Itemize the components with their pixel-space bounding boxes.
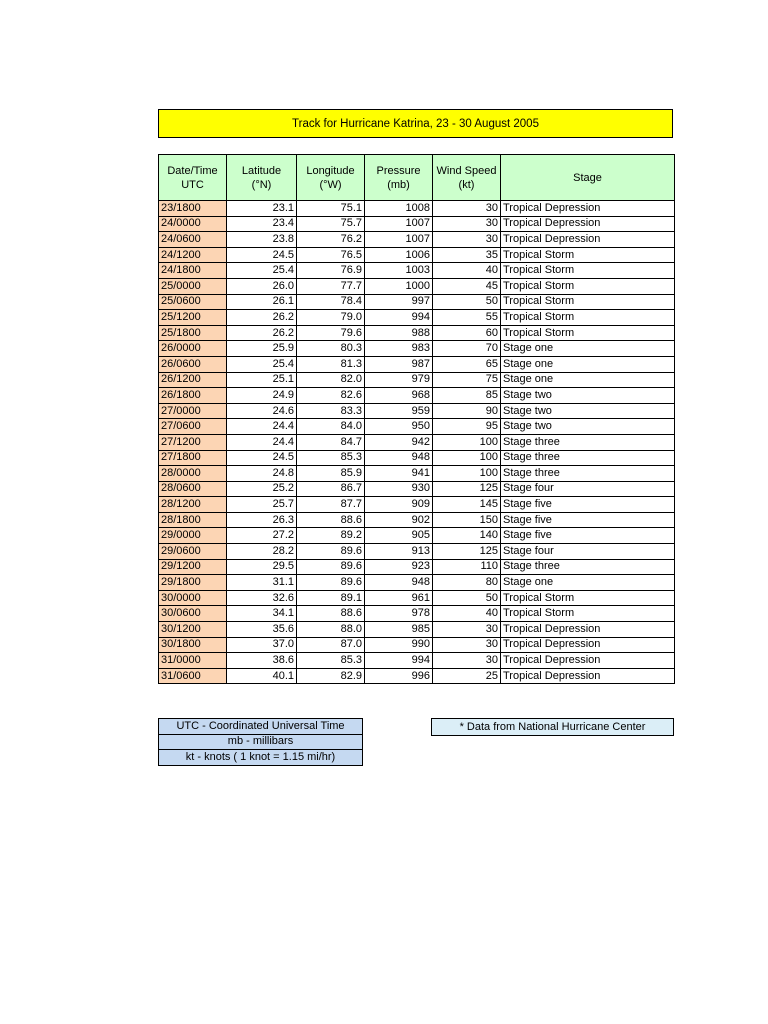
cell-datetime: 25/0600 <box>159 294 227 310</box>
cell-longitude: 88.0 <box>297 622 365 638</box>
cell-latitude: 26.0 <box>227 278 297 294</box>
table-title: Track for Hurricane Katrina, 23 - 30 August 2005 <box>158 109 673 138</box>
table-row <box>159 653 675 669</box>
cell-wind-speed: 40 <box>433 606 501 622</box>
cell-stage: Tropical Depression <box>501 232 675 248</box>
cell-datetime: 30/1800 <box>159 637 227 653</box>
table-row <box>159 294 675 310</box>
cell-latitude: 25.2 <box>227 481 297 497</box>
cell-datetime: 30/0600 <box>159 606 227 622</box>
cell-pressure: 941 <box>365 466 433 482</box>
cell-pressure: 961 <box>365 590 433 606</box>
cell-latitude: 37.0 <box>227 637 297 653</box>
cell-pressure: 990 <box>365 637 433 653</box>
cell-pressure: 948 <box>365 450 433 466</box>
cell-longitude: 89.6 <box>297 559 365 575</box>
cell-wind-speed: 30 <box>433 637 501 653</box>
cell-stage: Tropical Depression <box>501 653 675 669</box>
table-row <box>159 590 675 606</box>
cell-datetime: 31/0600 <box>159 668 227 684</box>
cell-longitude: 77.7 <box>297 278 365 294</box>
cell-pressure: 979 <box>365 372 433 388</box>
cell-wind-speed: 30 <box>433 653 501 669</box>
table-row <box>159 637 675 653</box>
cell-latitude: 26.2 <box>227 325 297 341</box>
cell-longitude: 75.7 <box>297 216 365 232</box>
cell-wind-speed: 90 <box>433 403 501 419</box>
cell-stage: Stage three <box>501 434 675 450</box>
cell-datetime: 28/0000 <box>159 466 227 482</box>
cell-stage: Tropical Depression <box>501 201 675 217</box>
cell-wind-speed: 55 <box>433 310 501 326</box>
cell-wind-speed: 60 <box>433 325 501 341</box>
cell-pressure: 1007 <box>365 232 433 248</box>
cell-pressure: 996 <box>365 668 433 684</box>
cell-stage: Tropical Storm <box>501 606 675 622</box>
cell-datetime: 29/0600 <box>159 544 227 560</box>
cell-stage: Stage two <box>501 388 675 404</box>
table-row <box>159 606 675 622</box>
column-header-pressure: Pressure (mb) <box>365 155 433 201</box>
cell-stage: Stage two <box>501 403 675 419</box>
column-header-longitude: Longitude (°W) <box>297 155 365 201</box>
cell-pressure: 930 <box>365 481 433 497</box>
table-row <box>159 419 675 435</box>
table-row <box>159 278 675 294</box>
cell-stage: Stage four <box>501 481 675 497</box>
table-row <box>159 559 675 575</box>
table-row <box>159 481 675 497</box>
cell-latitude: 23.1 <box>227 201 297 217</box>
table-row <box>159 544 675 560</box>
cell-pressure: 983 <box>365 341 433 357</box>
cell-latitude: 34.1 <box>227 606 297 622</box>
cell-stage: Tropical Storm <box>501 590 675 606</box>
cell-datetime: 30/0000 <box>159 590 227 606</box>
cell-wind-speed: 70 <box>433 341 501 357</box>
cell-pressure: 968 <box>365 388 433 404</box>
cell-pressure: 987 <box>365 356 433 372</box>
cell-stage: Tropical Depression <box>501 622 675 638</box>
cell-wind-speed: 125 <box>433 544 501 560</box>
cell-pressure: 994 <box>365 310 433 326</box>
cell-longitude: 85.3 <box>297 450 365 466</box>
cell-stage: Tropical Storm <box>501 294 675 310</box>
cell-datetime: 24/1200 <box>159 247 227 263</box>
cell-datetime: 28/0600 <box>159 481 227 497</box>
cell-pressure: 950 <box>365 419 433 435</box>
table-row <box>159 216 675 232</box>
cell-latitude: 26.2 <box>227 310 297 326</box>
cell-datetime: 27/0600 <box>159 419 227 435</box>
cell-longitude: 81.3 <box>297 356 365 372</box>
cell-latitude: 38.6 <box>227 653 297 669</box>
cell-longitude: 89.1 <box>297 590 365 606</box>
cell-datetime: 29/0000 <box>159 528 227 544</box>
cell-datetime: 27/1200 <box>159 434 227 450</box>
table-row <box>159 450 675 466</box>
cell-stage: Tropical Storm <box>501 263 675 279</box>
cell-longitude: 84.0 <box>297 419 365 435</box>
cell-latitude: 23.8 <box>227 232 297 248</box>
cell-stage: Tropical Storm <box>501 325 675 341</box>
cell-latitude: 25.9 <box>227 341 297 357</box>
cell-latitude: 23.4 <box>227 216 297 232</box>
cell-longitude: 82.9 <box>297 668 365 684</box>
cell-latitude: 24.5 <box>227 450 297 466</box>
cell-wind-speed: 140 <box>433 528 501 544</box>
cell-wind-speed: 80 <box>433 575 501 591</box>
table-row <box>159 388 675 404</box>
cell-datetime: 29/1800 <box>159 575 227 591</box>
cell-stage: Stage one <box>501 341 675 357</box>
cell-datetime: 27/0000 <box>159 403 227 419</box>
cell-longitude: 79.6 <box>297 325 365 341</box>
cell-pressure: 994 <box>365 653 433 669</box>
table-row <box>159 201 675 217</box>
cell-longitude: 80.3 <box>297 341 365 357</box>
cell-wind-speed: 50 <box>433 590 501 606</box>
cell-latitude: 25.4 <box>227 356 297 372</box>
cell-pressure: 959 <box>365 403 433 419</box>
cell-wind-speed: 150 <box>433 512 501 528</box>
cell-datetime: 24/0600 <box>159 232 227 248</box>
cell-longitude: 83.3 <box>297 403 365 419</box>
table-row <box>159 310 675 326</box>
cell-wind-speed: 40 <box>433 263 501 279</box>
cell-latitude: 40.1 <box>227 668 297 684</box>
cell-wind-speed: 100 <box>433 450 501 466</box>
cell-longitude: 84.7 <box>297 434 365 450</box>
cell-latitude: 35.6 <box>227 622 297 638</box>
table-row <box>159 372 675 388</box>
cell-latitude: 27.2 <box>227 528 297 544</box>
cell-pressure: 913 <box>365 544 433 560</box>
cell-stage: Stage two <box>501 419 675 435</box>
cell-latitude: 29.5 <box>227 559 297 575</box>
cell-datetime: 25/1200 <box>159 310 227 326</box>
cell-longitude: 75.1 <box>297 201 365 217</box>
cell-wind-speed: 30 <box>433 622 501 638</box>
cell-pressure: 1007 <box>365 216 433 232</box>
cell-datetime: 27/1800 <box>159 450 227 466</box>
cell-wind-speed: 65 <box>433 356 501 372</box>
column-header-latitude: Latitude (°N) <box>227 155 297 201</box>
cell-datetime: 26/1800 <box>159 388 227 404</box>
table-row <box>159 341 675 357</box>
cell-stage: Stage three <box>501 466 675 482</box>
cell-wind-speed: 30 <box>433 232 501 248</box>
table-row <box>159 466 675 482</box>
cell-stage: Stage one <box>501 356 675 372</box>
cell-longitude: 82.0 <box>297 372 365 388</box>
table-row <box>159 232 675 248</box>
cell-longitude: 89.6 <box>297 544 365 560</box>
cell-datetime: 29/1200 <box>159 559 227 575</box>
cell-longitude: 78.4 <box>297 294 365 310</box>
table-row <box>159 622 675 638</box>
table-row <box>159 497 675 513</box>
cell-pressure: 997 <box>365 294 433 310</box>
cell-wind-speed: 145 <box>433 497 501 513</box>
cell-longitude: 88.6 <box>297 512 365 528</box>
cell-wind-speed: 125 <box>433 481 501 497</box>
cell-wind-speed: 35 <box>433 247 501 263</box>
cell-stage: Stage one <box>501 372 675 388</box>
cell-datetime: 31/0000 <box>159 653 227 669</box>
cell-stage: Tropical Depression <box>501 216 675 232</box>
cell-wind-speed: 25 <box>433 668 501 684</box>
cell-pressure: 902 <box>365 512 433 528</box>
legend-mb: mb - millibars <box>159 734 363 750</box>
cell-latitude: 24.8 <box>227 466 297 482</box>
cell-datetime: 26/0600 <box>159 356 227 372</box>
cell-datetime: 28/1800 <box>159 512 227 528</box>
cell-datetime: 26/0000 <box>159 341 227 357</box>
cell-longitude: 82.6 <box>297 388 365 404</box>
cell-wind-speed: 100 <box>433 466 501 482</box>
cell-latitude: 24.4 <box>227 434 297 450</box>
cell-pressure: 923 <box>365 559 433 575</box>
legend-utc: UTC - Coordinated Universal Time <box>159 719 363 735</box>
table-row <box>159 528 675 544</box>
table-row <box>159 434 675 450</box>
cell-datetime: 28/1200 <box>159 497 227 513</box>
cell-datetime: 23/1800 <box>159 201 227 217</box>
cell-latitude: 25.4 <box>227 263 297 279</box>
column-header-stage: Stage <box>501 155 675 201</box>
cell-pressure: 1008 <box>365 201 433 217</box>
abbreviation-legend <box>158 718 363 766</box>
cell-stage: Stage five <box>501 528 675 544</box>
source-note: * Data from National Hurricane Center <box>431 718 674 736</box>
cell-latitude: 24.6 <box>227 403 297 419</box>
cell-latitude: 26.3 <box>227 512 297 528</box>
cell-longitude: 86.7 <box>297 481 365 497</box>
cell-pressure: 985 <box>365 622 433 638</box>
cell-datetime: 24/0000 <box>159 216 227 232</box>
table-row <box>159 668 675 684</box>
cell-longitude: 88.6 <box>297 606 365 622</box>
cell-wind-speed: 75 <box>433 372 501 388</box>
cell-longitude: 89.2 <box>297 528 365 544</box>
cell-wind-speed: 100 <box>433 434 501 450</box>
cell-wind-speed: 30 <box>433 201 501 217</box>
table-row <box>159 325 675 341</box>
cell-pressure: 1006 <box>365 247 433 263</box>
table-row <box>159 512 675 528</box>
cell-wind-speed: 85 <box>433 388 501 404</box>
table-row <box>159 403 675 419</box>
cell-datetime: 25/1800 <box>159 325 227 341</box>
cell-pressure: 1000 <box>365 278 433 294</box>
cell-wind-speed: 50 <box>433 294 501 310</box>
cell-stage: Stage four <box>501 544 675 560</box>
cell-longitude: 76.2 <box>297 232 365 248</box>
cell-datetime: 24/1800 <box>159 263 227 279</box>
cell-longitude: 87.7 <box>297 497 365 513</box>
column-header-wind-speed: Wind Speed (kt) <box>433 155 501 201</box>
cell-latitude: 25.1 <box>227 372 297 388</box>
cell-longitude: 85.9 <box>297 466 365 482</box>
cell-stage: Tropical Depression <box>501 668 675 684</box>
cell-datetime: 30/1200 <box>159 622 227 638</box>
cell-wind-speed: 30 <box>433 216 501 232</box>
cell-latitude: 24.5 <box>227 247 297 263</box>
cell-latitude: 31.1 <box>227 575 297 591</box>
cell-stage: Stage three <box>501 559 675 575</box>
cell-longitude: 85.3 <box>297 653 365 669</box>
table-row <box>159 263 675 279</box>
cell-pressure: 978 <box>365 606 433 622</box>
cell-pressure: 905 <box>365 528 433 544</box>
cell-stage: Tropical Storm <box>501 310 675 326</box>
cell-wind-speed: 95 <box>433 419 501 435</box>
cell-longitude: 76.5 <box>297 247 365 263</box>
cell-latitude: 28.2 <box>227 544 297 560</box>
table-row <box>159 575 675 591</box>
cell-longitude: 89.6 <box>297 575 365 591</box>
cell-stage: Stage three <box>501 450 675 466</box>
hurricane-track-table <box>158 154 675 684</box>
header-row <box>159 155 675 201</box>
cell-longitude: 76.9 <box>297 263 365 279</box>
table-row <box>159 247 675 263</box>
cell-latitude: 26.1 <box>227 294 297 310</box>
cell-pressure: 948 <box>365 575 433 591</box>
cell-stage: Tropical Depression <box>501 637 675 653</box>
cell-stage: Stage five <box>501 512 675 528</box>
cell-pressure: 942 <box>365 434 433 450</box>
cell-latitude: 25.7 <box>227 497 297 513</box>
cell-stage: Stage five <box>501 497 675 513</box>
cell-latitude: 24.9 <box>227 388 297 404</box>
cell-latitude: 32.6 <box>227 590 297 606</box>
cell-pressure: 909 <box>365 497 433 513</box>
cell-longitude: 79.0 <box>297 310 365 326</box>
cell-pressure: 1003 <box>365 263 433 279</box>
cell-stage: Stage one <box>501 575 675 591</box>
cell-stage: Tropical Storm <box>501 247 675 263</box>
cell-wind-speed: 110 <box>433 559 501 575</box>
cell-longitude: 87.0 <box>297 637 365 653</box>
cell-pressure: 988 <box>365 325 433 341</box>
cell-wind-speed: 45 <box>433 278 501 294</box>
cell-latitude: 24.4 <box>227 419 297 435</box>
legend-kt: kt - knots ( 1 knot = 1.15 mi/hr) <box>159 750 363 766</box>
cell-datetime: 26/1200 <box>159 372 227 388</box>
table-row <box>159 356 675 372</box>
column-header-datetime: Date/Time UTC <box>159 155 227 201</box>
cell-datetime: 25/0000 <box>159 278 227 294</box>
track-table-body <box>159 201 675 684</box>
cell-stage: Tropical Storm <box>501 278 675 294</box>
